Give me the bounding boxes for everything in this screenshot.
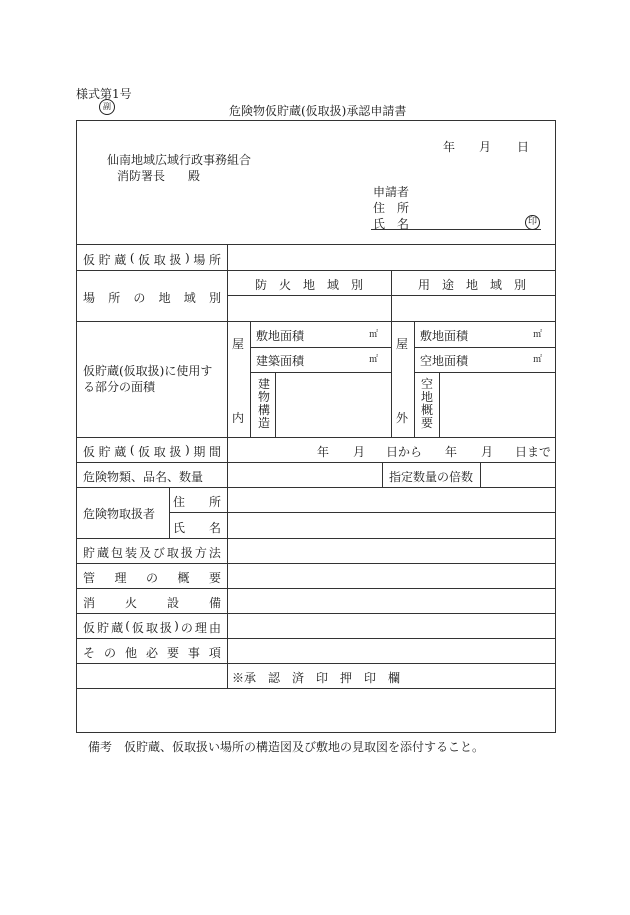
form-number: 様式第1号 [76,87,132,101]
outdoor-bottom-label: 外 [396,411,409,425]
use-zone-label: 用 途 地 域 別 [418,278,527,292]
addressee-title: 消防署長 [117,169,166,183]
open-area-unit: ㎡ [533,355,543,365]
outdoor-site-area-label: 敷地面積 [420,329,469,343]
date-day-label: 日 [517,140,530,154]
period-label: 仮 貯 蔵 ( 仮 取 扱 ) 期 間 [83,443,221,459]
column-divider [250,321,251,437]
row-divider [77,688,555,689]
column-divider [227,487,228,688]
row-divider [77,538,555,539]
row-divider [250,372,391,373]
other-label: そ の 他 必 要 事 項 [83,646,221,660]
handler-label: 危険物取扱者 [83,507,156,521]
column-divider [227,462,228,488]
column-divider [275,372,276,437]
hazmat-label: 危険物類、品名、数量 [83,470,204,484]
row-divider [77,613,555,614]
row-divider [77,588,555,589]
remarks-note: 備考 仮貯蔵、仮取扱い場所の構造図及び敷地の見取図を添付すること。 [88,740,485,754]
column-divider [480,462,481,488]
site-area-label: 敷地面積 [256,329,305,343]
reason-label: 仮 貯 蔵 ( 仮 取 扱 ) の 理 由 [83,619,221,635]
indoor-top-label: 屋 [232,337,245,351]
column-divider [382,462,383,488]
open-area-label: 空地面積 [420,354,469,368]
period-day-from: 日から [386,445,423,459]
open-overview-label: 空地概要 [420,377,433,430]
column-divider [227,244,228,463]
row-divider [250,347,391,348]
application-form [76,120,556,733]
period-day-to: 日まで [515,445,552,459]
column-divider [391,321,392,437]
row-divider [414,372,555,373]
applicant-label: 申請者 [373,185,410,199]
period-year-from: 年 [317,445,330,459]
building-structure-label: 建物構造 [257,377,270,430]
row-divider [77,321,555,322]
date-month-label: 月 [479,140,492,154]
outdoor-top-label: 屋 [396,337,409,351]
building-area-unit: ㎡ [369,355,379,365]
applicant-name-underline [371,229,541,230]
duplicate-mark: 副 [99,99,115,115]
row-divider [77,462,555,463]
fire-equipment-label: 消 火 設 備 [83,596,221,610]
handler-address-label: 住 所 [173,495,221,509]
row-divider [77,487,555,488]
row-divider [77,437,555,438]
column-divider [439,372,440,437]
addressee-honorific: 殿 [188,169,201,183]
building-area-label: 建築面積 [256,354,305,368]
column-divider [414,321,415,437]
row-divider [77,663,555,664]
row-divider [414,347,555,348]
period-month-from: 月 [353,445,366,459]
date-year-label: 年 [443,140,456,154]
location-label: 仮 貯 蔵 ( 仮 取 扱 ) 場 所 [83,251,221,267]
row-divider [77,244,555,245]
area-used-label: 仮貯蔵(仮取扱)に使用する部分の面積 [83,364,213,394]
period-year-to: 年 [445,445,458,459]
column-divider [169,487,170,538]
applicant-address-label: 住 所 [373,201,410,215]
packaging-label: 貯 蔵 包 装 及 び 取 扱 方 法 [83,546,221,560]
column-divider [391,270,392,321]
management-label: 管 理 の 概 要 [83,571,221,585]
seal-mark: 印 [525,215,540,230]
applicant-name-label: 氏 名 [373,217,410,231]
period-month-to: 月 [481,445,494,459]
row-divider [77,563,555,564]
handler-name-label: 氏 名 [173,521,221,535]
addressee-org: 仙南地域広域行政事務組合 [107,153,252,167]
area-type-label: 場 所 の 地 域 別 [83,291,221,305]
fire-zone-label: 防 火 地 域 別 [255,278,364,292]
row-divider [77,270,555,271]
multiple-label: 指定数量の倍数 [389,470,474,484]
indoor-bottom-label: 内 [232,411,245,425]
document-title: 危険物仮貯蔵(仮取扱)承認申請書 [229,104,407,118]
outdoor-site-area-unit: ㎡ [533,330,543,340]
approval-stamp-label: ※承 認 済 印 押 印 欄 [232,671,401,685]
site-area-unit: ㎡ [369,330,379,340]
row-divider [77,638,555,639]
